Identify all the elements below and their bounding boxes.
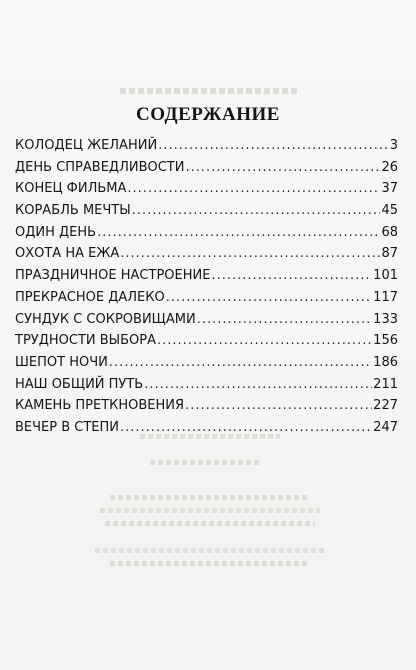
toc-entry-page-number: 133 [373, 311, 398, 327]
dot-leader [120, 246, 380, 261]
toc-entry-page-number: 26 [381, 159, 398, 175]
show-through-decoration [120, 88, 300, 94]
toc-entry-page-number: 186 [373, 354, 398, 370]
toc-entry [15, 203, 398, 225]
dot-leader [127, 181, 380, 196]
toc-entry-page-number: 87 [381, 246, 398, 262]
toc-entry-page-number: 227 [373, 398, 398, 414]
toc-title: СОДЕРЖАНИЕ [136, 104, 280, 125]
toc-entry [15, 312, 398, 334]
toc-entry [15, 290, 398, 312]
toc-entry-title: КОЛОДЕЦ ЖЕЛАНИЙ [15, 138, 158, 153]
toc-entry-title: ПРАЗДНИЧНОЕ НАСТРОЕНИЕ [15, 268, 211, 284]
show-through-decoration [95, 548, 325, 553]
show-through-decoration [150, 460, 260, 465]
toc-entry-page-number: 247 [373, 419, 398, 435]
show-through-decoration [105, 521, 315, 526]
dot-leader [144, 377, 372, 392]
show-through-decoration [110, 495, 310, 500]
toc-entry [15, 398, 398, 420]
dot-leader [109, 355, 372, 370]
show-through-decoration [110, 561, 310, 566]
toc-entry-title: ОХОТА НА ЕЖА [15, 246, 120, 262]
dot-leader [211, 268, 372, 283]
toc-entry-title: НАШ ОБЩИЙ ПУТЬ [15, 376, 144, 392]
toc-entry-title: ВЕЧЕР В СТЕПИ [15, 419, 120, 435]
toc-entry-page-number: 117 [373, 289, 398, 305]
toc-entry-page-number: 68 [381, 224, 398, 240]
toc-entry [15, 160, 398, 182]
toc-entry [15, 420, 398, 442]
toc-entry [15, 138, 398, 160]
toc-entry [15, 181, 398, 203]
toc-entry-title: ТРУДНОСТИ ВЫБОРА [15, 333, 157, 349]
toc-entry [15, 377, 398, 399]
dot-leader [185, 160, 380, 175]
toc-entry [15, 268, 398, 290]
dot-leader [120, 420, 372, 435]
toc-entry-page-number: 156 [373, 333, 398, 349]
toc-entry [15, 246, 398, 268]
toc-entry-title: ОДИН ДЕНЬ [15, 224, 97, 240]
toc-entry [15, 355, 398, 377]
dot-leader [166, 290, 372, 305]
toc-entry-title: КОНЕЦ ФИЛЬМА [15, 181, 127, 197]
toc-entry [15, 225, 398, 247]
toc-entry-page-number: 211 [373, 376, 398, 392]
dot-leader [132, 203, 381, 218]
toc-entry [15, 333, 398, 355]
dot-leader [158, 138, 389, 153]
table-of-contents [15, 138, 398, 442]
toc-entry-title: ДЕНЬ СПРАВЕДЛИВОСТИ [15, 159, 185, 175]
toc-entry-title: ПРЕКРАСНОЕ ДАЛЕКО [15, 289, 165, 305]
dot-leader [157, 333, 372, 348]
toc-entry-page-number: 45 [381, 203, 398, 219]
dot-leader [97, 225, 380, 240]
toc-entry-title: ШЕПОТ НОЧИ [15, 354, 108, 370]
show-through-decoration [100, 508, 320, 513]
dot-leader [197, 312, 372, 327]
toc-entry-title: СУНДУК С СОКРОВИЩАМИ [15, 311, 196, 327]
toc-entry-page-number: 101 [373, 268, 398, 284]
dot-leader [185, 398, 372, 413]
toc-entry-title: КАМЕНЬ ПРЕТКНОВЕНИЯ [15, 398, 185, 414]
toc-entry-page-number: 37 [381, 181, 398, 197]
toc-entry-page-number: 3 [389, 138, 398, 153]
toc-entry-title: КОРАБЛЬ МЕЧТЫ [15, 203, 131, 219]
